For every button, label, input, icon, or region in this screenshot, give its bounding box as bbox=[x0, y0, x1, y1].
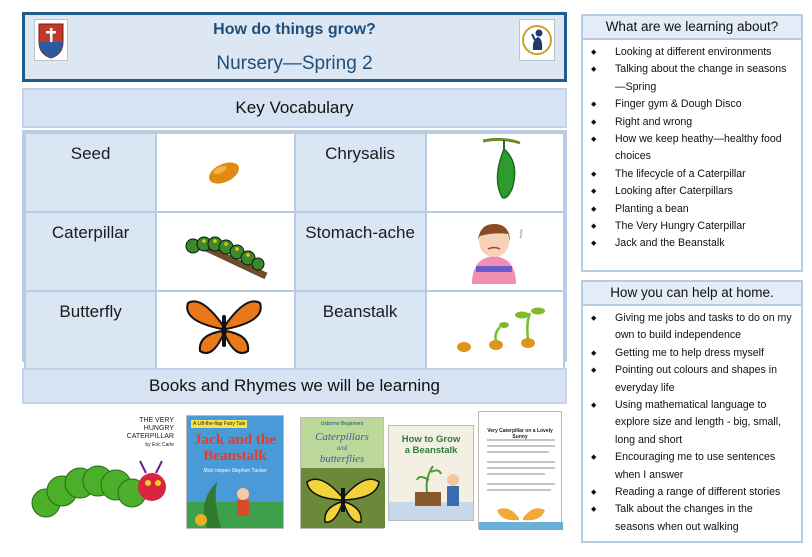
seed-icon bbox=[156, 133, 294, 212]
caterpillar-illustration-icon bbox=[26, 413, 176, 529]
book-title-line: How to Grow bbox=[401, 434, 461, 445]
list-item: ◆ Using mathematical language to explore size and length - big, small, long and short bbox=[591, 397, 795, 449]
list-item: ◆ Jack and the Beanstalk bbox=[591, 235, 795, 252]
book-cover-how-to-grow-beanstalk bbox=[388, 425, 474, 521]
jack-illustration-icon bbox=[187, 472, 283, 528]
book-cover-caterpillars-butterflies bbox=[300, 417, 384, 529]
list-item: ◆ Encouraging me to use sentences when I answer bbox=[591, 449, 795, 484]
list-item: ◆ Getting me to help dress myself bbox=[591, 345, 795, 362]
book-title-line: and bbox=[336, 444, 348, 452]
book-title-line: THE VERY bbox=[139, 417, 174, 424]
vocab-word: Beanstalk bbox=[295, 291, 426, 370]
book-title-line: a Beanstalk bbox=[404, 445, 458, 456]
book-title-line: Jack and the bbox=[194, 432, 276, 448]
list-item: ◆ The Very Hungry Caterpillar bbox=[591, 218, 795, 235]
page-title: How do things grow? bbox=[213, 21, 376, 38]
page-header bbox=[22, 12, 567, 82]
vocabulary-heading: Key Vocabulary bbox=[22, 88, 567, 128]
list-item: ◆ Looking after Caterpillars bbox=[591, 183, 795, 200]
list-item: ◆ Talking about the change in seasons—Spring bbox=[591, 61, 795, 96]
book-title-line: butterflies bbox=[319, 453, 365, 465]
book-cover-caterpillar-rhyme bbox=[478, 411, 562, 529]
list-item: ◆ Right and wrong bbox=[591, 114, 795, 131]
list-item: ◆ Planting a bean bbox=[591, 201, 795, 218]
book-title-line: HUNGRY bbox=[143, 425, 174, 432]
book-authors: Mick Inkpen Stephen Tucker bbox=[203, 468, 267, 474]
beanstalk-sprouts-icon bbox=[426, 291, 564, 370]
list-item: ◆ Looking at different environments bbox=[591, 44, 795, 61]
chrysalis-icon bbox=[426, 133, 564, 212]
vocab-row bbox=[25, 291, 564, 370]
book-title-line: Caterpillars bbox=[315, 431, 369, 443]
vocab-row bbox=[25, 212, 564, 291]
help-heading: How you can help at home. bbox=[583, 282, 801, 306]
book-covers bbox=[22, 407, 567, 535]
page-subtitle: Nursery—Spring 2 bbox=[216, 53, 373, 74]
praying-figure-icon bbox=[519, 19, 555, 61]
list-item: ◆ Reading a range of different stories bbox=[591, 484, 795, 501]
rhyme-text-lines-icon bbox=[479, 434, 563, 530]
learning-list bbox=[583, 40, 801, 253]
svg-text:ʃ: ʃ bbox=[519, 228, 522, 238]
book-series: A Lift-the-flap Fairy Tale bbox=[193, 421, 246, 427]
help-panel bbox=[581, 280, 803, 543]
books-heading: Books and Rhymes we will be learning bbox=[22, 368, 567, 404]
girl-with-plant-icon bbox=[389, 458, 473, 520]
swallowtail-butterfly-icon bbox=[301, 468, 385, 528]
list-item: ◆ Talk about the changes in the seasons when out walking bbox=[591, 501, 795, 536]
help-list bbox=[583, 306, 801, 536]
vocabulary-grid bbox=[22, 130, 567, 362]
vocab-word: Seed bbox=[25, 133, 156, 212]
caterpillar-icon bbox=[156, 212, 294, 291]
learning-panel bbox=[581, 14, 803, 272]
list-item: ◆ Giving me jobs and tasks to do on my own to build independence bbox=[591, 310, 795, 345]
vocab-word: Caterpillar bbox=[25, 212, 156, 291]
vocab-word: Butterfly bbox=[25, 291, 156, 370]
book-author: by Eric Carle bbox=[145, 442, 174, 448]
stomach-ache-girl-icon bbox=[426, 212, 564, 291]
butterfly-icon bbox=[156, 291, 294, 370]
vocab-word: Chrysalis bbox=[295, 133, 426, 212]
list-item: ◆ Pointing out colours and shapes in everyday life bbox=[591, 362, 795, 397]
list-item: ◆ How we keep heathy—healthy food choices bbox=[591, 131, 795, 166]
vocab-word: Stomach-ache bbox=[295, 212, 426, 291]
book-title-line: Beanstalk bbox=[203, 448, 267, 464]
book-cover-jack-beanstalk bbox=[186, 415, 284, 529]
vocab-row bbox=[25, 133, 564, 212]
book-cover-hungry-caterpillar bbox=[26, 413, 176, 529]
book-title: Very Caterpillar on a Lovely Sunny bbox=[487, 428, 553, 440]
list-item: ◆ Finger gym & Dough Disco bbox=[591, 96, 795, 113]
book-series: Usborne Beginners bbox=[320, 421, 364, 427]
learning-heading: What are we learning about? bbox=[583, 16, 801, 40]
book-title-line: CATERPILLAR bbox=[126, 433, 174, 440]
list-item: ◆ The lifecycle of a Caterpillar bbox=[591, 166, 795, 183]
